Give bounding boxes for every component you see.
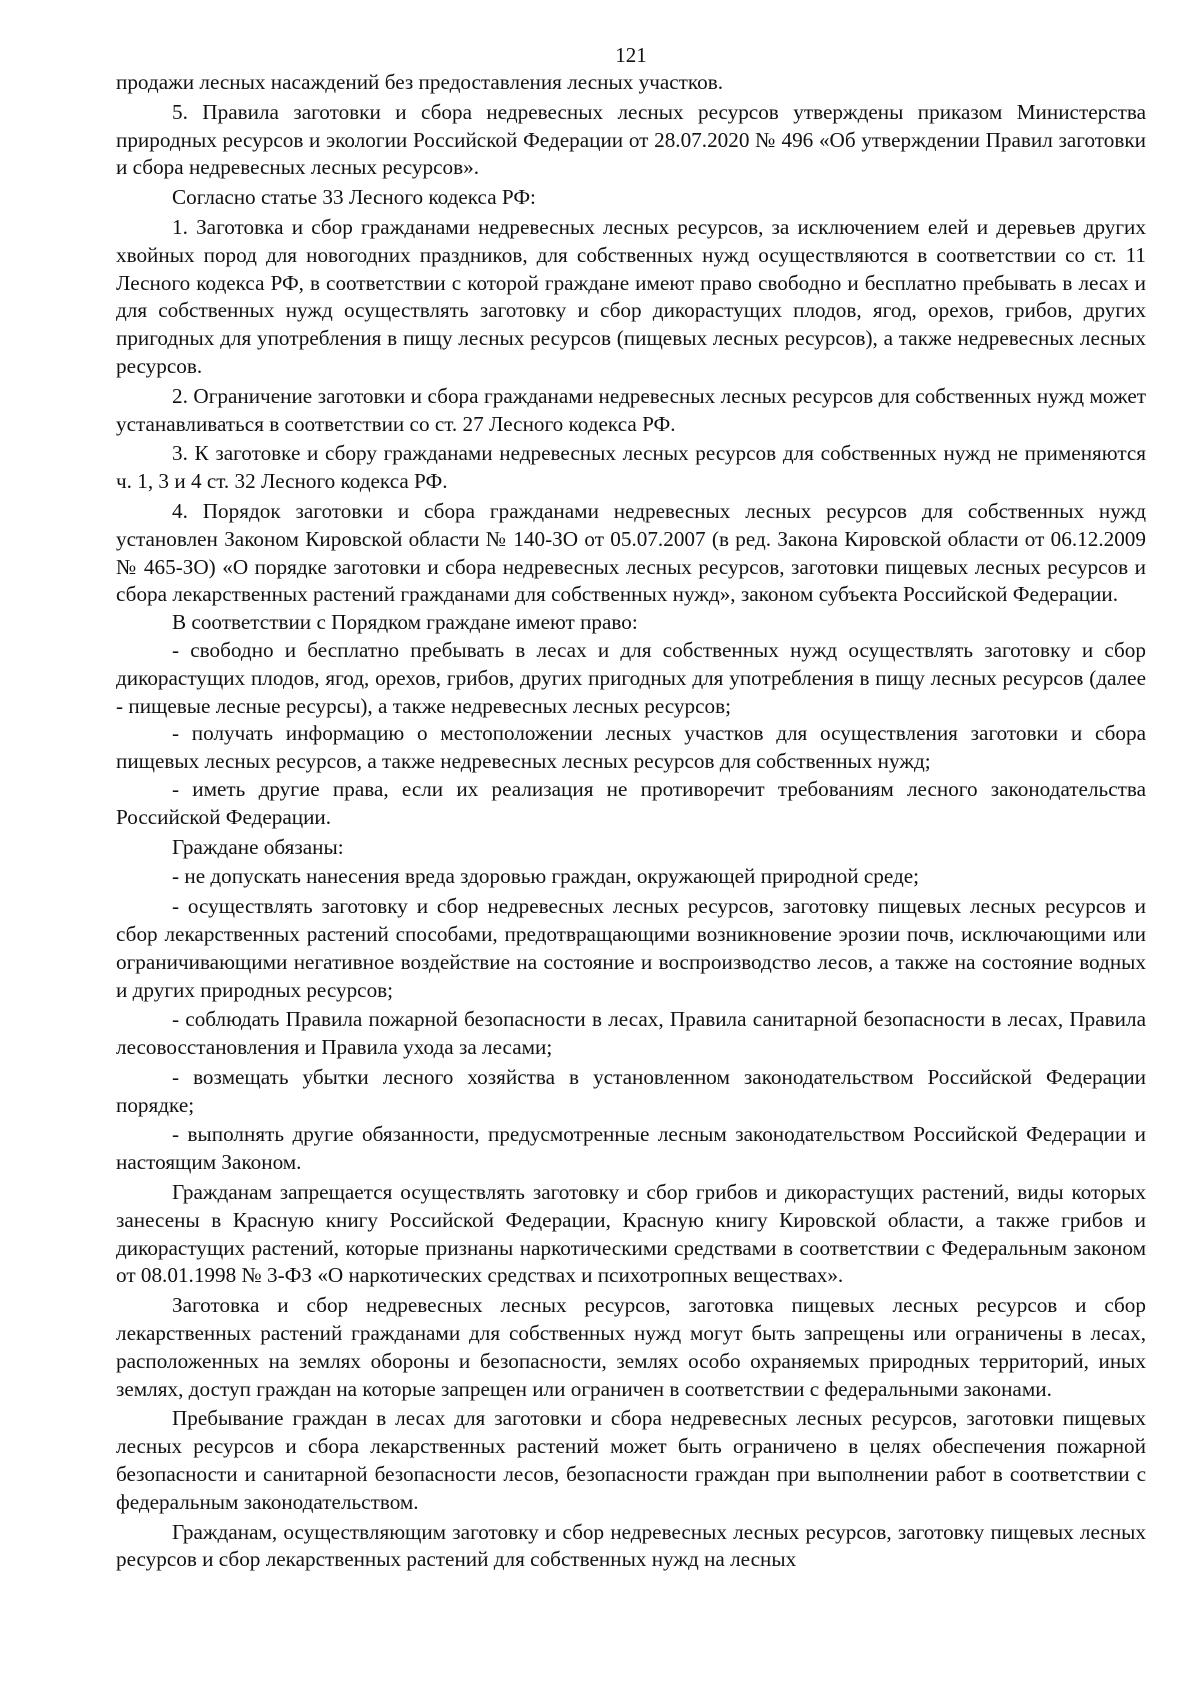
list-item-right-2: - получать информацию о местоположении лесных участков для осуществления заготовки и сбора пищевых лесных ресурсов, а также недревесных лесных ресурсов для собственных нужд; (116, 721, 1146, 774)
paragraph-restriction-lands: Заготовка и сбор недревесных лесных ресурсов, заготовка пищевых лесных ресурсов и сбор лекарственных растений гражданами для собственных нужд могут быть запрещены или ограничены в лесах, расположенных на землях обороны и безопасности, землях особо охраняемых природных территорий, иных землях, доступ граждан на которые запрещен или ограничен в соответствии с федеральными законами. (116, 1293, 1146, 1401)
list-item-duty-4: - возмещать убытки лесного хозяйства в установленном законодательством Российской Федерации порядке; (116, 1064, 1146, 1117)
paragraph-continuation: продажи лесных насаждений без предоставления лесных участков. (116, 70, 724, 94)
paragraph-article-33-point-4: 4. Порядок заготовки и сбора гражданами недревесных лесных ресурсов для собственных нужд установлен Законом Кировской области № 140-ЗО от 05.07.2007 (в ред. Закона Кировской области от 06.12.2009 № 465-ЗО) «О порядке заготовки и сбора недревесных лесных ресурсов, заготовки пищевых лесных ресурсов и сбора лекарственных растений гражданами для собственных нужд», законом субъекта Российской Федерации. (116, 498, 1146, 607)
page-number: 121 (615, 43, 647, 67)
document-body (116, 69, 1146, 1574)
list-item-duty-1: - не допускать нанесения вреда здоровью граждан, окружающей природной среде; (172, 864, 920, 889)
list-item-right-3: - иметь другие права, если их реализация не противоречит требованиям лесного законодательства Российской Федерации. (116, 776, 1146, 829)
paragraph-article-33-point-2: 2. Ограничение заготовки и сбора гражданами недревесных лесных ресурсов для собственных нужд может устанавливаться в соответствии со ст. 27 Лесного кодекса РФ. (116, 383, 1146, 436)
paragraph-continued: Гражданам, осуществляющим заготовку и сбор недревесных лесных ресурсов, заготовку пищевых лесных ресурсов и сбор лекарственных растений для собственных нужд на лесных (116, 1519, 1146, 1572)
document-page (116, 0, 1146, 1574)
list-item-duty-3: - соблюдать Правила пожарной безопасности в лесах, Правила санитарной безопасности в лесах, Правила лесовосстановления и Правила ухода за лесами; (116, 1007, 1146, 1060)
paragraph-prohibition: Гражданам запрещается осуществлять заготовку и сбор грибов и дикорастущих растений, виды которых занесены в Красную книгу Российской Федерации, Красную книгу Кировской области, а также грибов и дикорастущих растений, которые признаны наркотическими средствами в соответствии с Федеральным законом от 08.01.1998 № 3-ФЗ «О наркотических средствах и психотропных веществах». (116, 1180, 1146, 1288)
paragraph-article-33-point-3: 3. К заготовке и сбору гражданами недревесных лесных ресурсов для собственных нужд не применяются ч. 1, 3 и 4 ст. 32 Лесного кодекса РФ. (116, 441, 1146, 494)
paragraph-restriction-safety: Пребывание граждан в лесах для заготовки и сбора недревесных лесных ресурсов, заготовки пищевых лесных ресурсов и сбора лекарственных растений может быть ограничено в целях обеспечения пожарной безопасности и санитарной безопасности лесов, безопасности граждан при выполнении работ в соответствии с федеральным законодательством. (116, 1406, 1146, 1514)
paragraph-rights-intro: В соответствии с Порядком граждане имеют право: (172, 610, 638, 635)
paragraph-duties-intro: Граждане обязаны: (172, 834, 344, 859)
list-item-right-1: - свободно и бесплатно пребывать в лесах и для собственных нужд осуществлять заготовку и сбор дикорастущих плодов, ягод, орехов, грибов, других пригодных для употребления в пищу лесных ресурсов (далее - пищевые лесные ресурсы), а также недревесных лесных ресурсов; (116, 637, 1146, 718)
list-item-duty-5: - выполнять другие обязанности, предусмотренные лесным законодательством Российской Федерации и настоящим Законом. (116, 1122, 1146, 1175)
paragraph-article-33-point-1: 1. Заготовка и сбор гражданами недревесных лесных ресурсов, за исключением елей и деревьев других хвойных пород для новогодних праздников, для собственных нужд осуществляются в соответствии со ст. 11 Лесного кодекса РФ, в соответствии с которой граждане имеют право свободно и бесплатно пребывать в лесах и для собственных нужд осуществлять заготовку и сбор дикорастущих плодов, ягод, орехов, грибов, других пригодных для употребления в пищу лесных ресурсов (пищевых лесных ресурсов), а также недревесных лесных ресурсов. (116, 214, 1146, 378)
list-item-duty-2: - осуществлять заготовку и сбор недревесных лесных ресурсов, заготовку пищевых лесных ресурсов и сбор лекарственных растений способами, предотвращающими возникновение эрозии почв, исключающими или ограничивающими негативное воздействие на состояние и воспроизводство лесов, а также на состояние водных и других природных ресурсов; (116, 894, 1146, 1002)
paragraph-item-5-rules: 5. Правила заготовки и сбора недревесных лесных ресурсов утверждены приказом Министерства природных ресурсов и экологии Российской Федерации от 28.07.2020 № 496 «Об утверждении Правил заготовки и сбора недревесных лесных ресурсов». (116, 99, 1146, 180)
paragraph-article-33-intro: Согласно статье 33 Лесного кодекса РФ: (172, 185, 536, 210)
